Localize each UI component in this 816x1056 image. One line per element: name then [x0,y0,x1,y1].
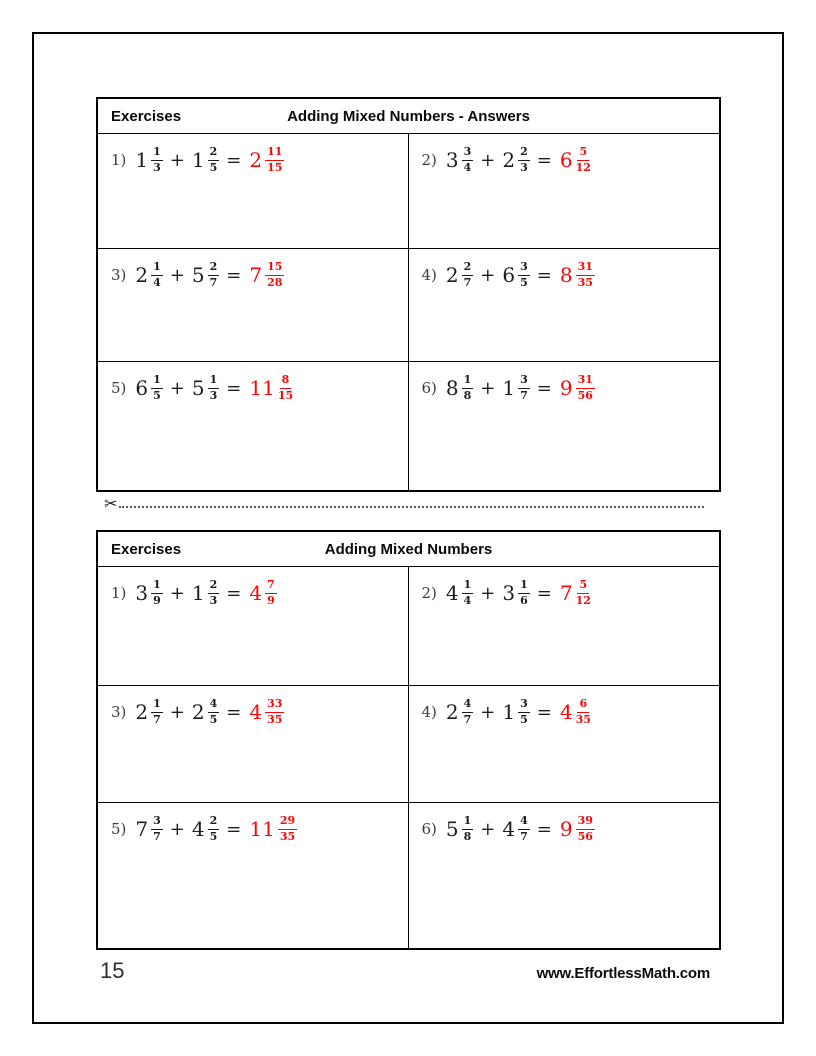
numerator: 1 [151,579,163,594]
first-operand-whole: 2 [445,263,459,288]
second-operand-fraction [518,146,530,174]
answer-fraction [576,261,595,289]
denominator: 5 [520,712,528,726]
first-operand-fraction [462,579,474,607]
page-number: 15 [100,958,125,983]
answer-fraction [278,815,297,843]
second-operand-whole: 1 [502,376,516,401]
numerator: 1 [151,261,163,276]
first-operand-fraction [462,374,474,402]
cut-here-line [104,495,704,513]
second-operand-whole: 1 [191,148,205,173]
math-expression [422,261,714,289]
math-expression [111,374,402,402]
math-expression [422,698,714,726]
first-operand-whole: 3 [135,581,149,606]
denominator: 6 [520,593,528,607]
second-operand-whole: 3 [502,581,516,606]
first-operand-whole: 4 [445,581,459,606]
problem-number-label: 4) [421,266,437,285]
exercises-problems-grid [98,567,719,948]
first-operand-whole: 6 [135,376,149,401]
equals-operator: = [226,818,242,840]
plus-operator: + [480,818,496,840]
first-operand-fraction [151,815,163,843]
answer-whole: 8 [559,263,573,288]
denominator: 3 [209,388,218,402]
first-operand-whole: 5 [445,817,459,842]
answer-fraction [278,374,293,402]
denominator: 7 [520,388,528,402]
second-operand-fraction [208,698,220,726]
plus-operator: + [480,701,496,723]
denominator: 15 [277,388,294,402]
numerator: 31 [576,261,595,276]
dotted-line [119,506,704,508]
numerator: 11 [265,146,284,161]
problem-cell [409,685,720,802]
second-operand-fraction [208,261,220,289]
denominator: 15 [267,160,283,174]
numerator: 2 [208,815,220,830]
answer-fraction [265,146,284,174]
answer-whole: 11 [249,376,275,401]
second-operand-fraction [208,374,220,402]
problem-cell [409,361,720,490]
numerator: 8 [280,374,292,389]
problem-number-label: 2) [421,151,437,170]
answer-whole: 4 [249,581,263,606]
denominator: 7 [463,712,472,726]
problem-cell [409,567,720,685]
plus-operator: + [480,149,496,171]
second-operand-fraction [518,374,530,402]
first-operand-whole: 2 [135,700,149,725]
second-operand-whole: 5 [191,376,205,401]
first-operand-whole: 1 [135,148,149,173]
numerator: 29 [278,815,297,830]
numerator: 1 [462,579,474,594]
answer-whole: 9 [559,376,573,401]
numerator: 2 [208,146,220,161]
plus-operator: + [169,264,185,286]
denominator: 3 [209,593,218,607]
numerator: 3 [151,815,163,830]
plus-operator: + [169,582,185,604]
plus-operator: + [169,701,185,723]
math-expression [111,698,402,726]
equals-operator: = [536,264,552,286]
denominator: 9 [267,593,275,607]
numerator: 5 [577,579,589,594]
second-operand-fraction [208,146,220,174]
first-operand-fraction [151,698,163,726]
denominator: 12 [575,593,591,607]
numerator: 3 [518,261,530,276]
math-expression [422,374,714,402]
first-operand-fraction [462,261,474,289]
problem-cell [98,361,409,490]
problem-cell [98,802,409,948]
denominator: 5 [209,712,218,726]
first-operand-fraction [462,146,474,174]
math-expression [111,146,402,174]
denominator: 7 [153,829,161,843]
numerator: 1 [208,374,220,389]
answer-whole: 7 [249,263,263,288]
answer-fraction [576,698,591,726]
problem-number-label: 5) [111,379,127,398]
numerator: 2 [518,146,530,161]
problem-number-label: 6) [421,820,437,839]
answer-fraction [576,146,591,174]
first-operand-fraction [462,698,474,726]
second-operand-fraction [518,815,530,843]
second-operand-whole: 4 [502,817,516,842]
numerator: 33 [265,698,284,713]
problem-number-label: 1) [111,584,127,603]
math-expression [422,146,714,174]
denominator: 7 [153,712,161,726]
problem-cell [409,248,720,361]
answer-whole: 9 [559,817,573,842]
second-operand-fraction [208,579,220,607]
numerator: 3 [518,698,530,713]
numerator: 1 [518,579,530,594]
numerator: 15 [265,261,284,276]
equals-operator: = [536,701,552,723]
denominator: 4 [153,275,161,289]
first-operand-whole: 7 [135,817,149,842]
answer-fraction [576,579,591,607]
denominator: 4 [463,593,472,607]
denominator: 4 [463,160,472,174]
table-title: Adding Mixed Numbers [324,540,493,558]
numerator: 39 [576,815,595,830]
numerator: 2 [208,261,220,276]
numerator: 1 [462,815,474,830]
plus-operator: + [169,377,185,399]
equals-operator: = [226,701,242,723]
second-operand-whole: 4 [191,817,205,842]
denominator: 5 [209,160,218,174]
math-expression [111,579,402,607]
equals-operator: = [226,377,242,399]
denominator: 35 [575,712,591,726]
first-operand-fraction [151,261,163,289]
numerator: 2 [208,579,220,594]
equals-operator: = [536,149,552,171]
website-link[interactable]: www.EffortlessMath.com [536,965,710,982]
exercises-table-header [98,532,719,567]
answers-table [96,97,721,492]
numerator: 3 [462,146,474,161]
second-operand-whole: 1 [502,700,516,725]
denominator: 8 [463,388,472,402]
first-operand-fraction [151,374,163,402]
second-operand-fraction [518,579,530,607]
answers-problems-grid [98,134,719,490]
first-operand-fraction [151,579,163,607]
denominator: 3 [153,160,161,174]
numerator: 31 [576,374,595,389]
answer-whole: 6 [559,148,573,173]
problem-number-label: 4) [421,703,437,722]
problem-number-label: 5) [111,820,127,839]
denominator: 35 [279,829,296,843]
answer-whole: 2 [249,148,263,173]
numerator: 7 [265,579,277,594]
denominator: 3 [520,160,528,174]
problem-number-label: 1) [111,151,127,170]
second-operand-fraction [518,698,530,726]
problem-number-label: 6) [421,379,437,398]
first-operand-fraction [151,146,163,174]
answer-whole: 7 [559,581,573,606]
math-expression [422,815,714,843]
denominator: 56 [577,829,593,843]
plus-operator: + [480,377,496,399]
math-expression [422,579,714,607]
equals-operator: = [226,264,242,286]
problem-cell [409,134,720,248]
table-title: Adding Mixed Numbers - Answers [287,107,530,125]
second-operand-whole: 6 [502,263,516,288]
answers-table-header [98,99,719,134]
problem-cell [98,134,409,248]
answer-fraction [576,374,595,402]
first-operand-whole: 8 [445,376,459,401]
problem-cell [409,802,720,948]
numerator: 2 [462,261,474,276]
first-operand-whole: 2 [135,263,149,288]
scissors-icon: ✂ [104,496,118,513]
problem-number-label: 3) [111,266,127,285]
answer-whole: 11 [249,817,275,842]
numerator: 4 [208,698,220,713]
second-operand-whole: 1 [191,581,205,606]
equals-operator: = [226,582,242,604]
answer-whole: 4 [559,700,573,725]
denominator: 7 [209,275,218,289]
second-operand-whole: 2 [502,148,516,173]
problem-cell [98,685,409,802]
numerator: 1 [151,374,163,389]
denominator: 28 [267,275,283,289]
numerator: 1 [462,374,474,389]
numerator: 4 [462,698,474,713]
equals-operator: = [536,377,552,399]
math-expression [111,261,402,289]
equals-operator: = [536,818,552,840]
answer-fraction [265,261,284,289]
first-operand-whole: 3 [445,148,459,173]
numerator: 1 [151,698,163,713]
plus-operator: + [169,149,185,171]
problem-number-label: 2) [421,584,437,603]
plus-operator: + [169,818,185,840]
first-operand-fraction [462,815,474,843]
first-operand-whole: 2 [445,700,459,725]
answer-fraction [265,579,277,607]
plus-operator: + [480,264,496,286]
denominator: 5 [520,275,528,289]
equals-operator: = [536,582,552,604]
numerator: 4 [518,815,530,830]
denominator: 7 [520,829,528,843]
answer-fraction [265,698,284,726]
denominator: 35 [577,275,593,289]
exercises-label: Exercises [111,540,182,558]
second-operand-whole: 5 [191,263,205,288]
denominator: 5 [153,388,161,402]
second-operand-whole: 2 [191,700,205,725]
page-footer [100,958,710,984]
numerator: 5 [577,146,589,161]
numerator: 1 [151,146,163,161]
second-operand-fraction [208,815,220,843]
denominator: 8 [463,829,472,843]
exercises-label: Exercises [111,107,182,125]
answer-whole: 4 [249,700,263,725]
numerator: 6 [577,698,589,713]
denominator: 56 [577,388,593,402]
problem-number-label: 3) [111,703,127,722]
second-operand-fraction [518,261,530,289]
math-expression [111,815,402,843]
numerator: 3 [518,374,530,389]
denominator: 5 [209,829,218,843]
denominator: 9 [153,593,161,607]
problem-cell [98,248,409,361]
denominator: 35 [267,712,283,726]
problem-cell [98,567,409,685]
exercises-table [96,530,721,950]
answer-fraction [576,815,595,843]
denominator: 7 [463,275,472,289]
equals-operator: = [226,149,242,171]
plus-operator: + [480,582,496,604]
denominator: 12 [575,160,591,174]
